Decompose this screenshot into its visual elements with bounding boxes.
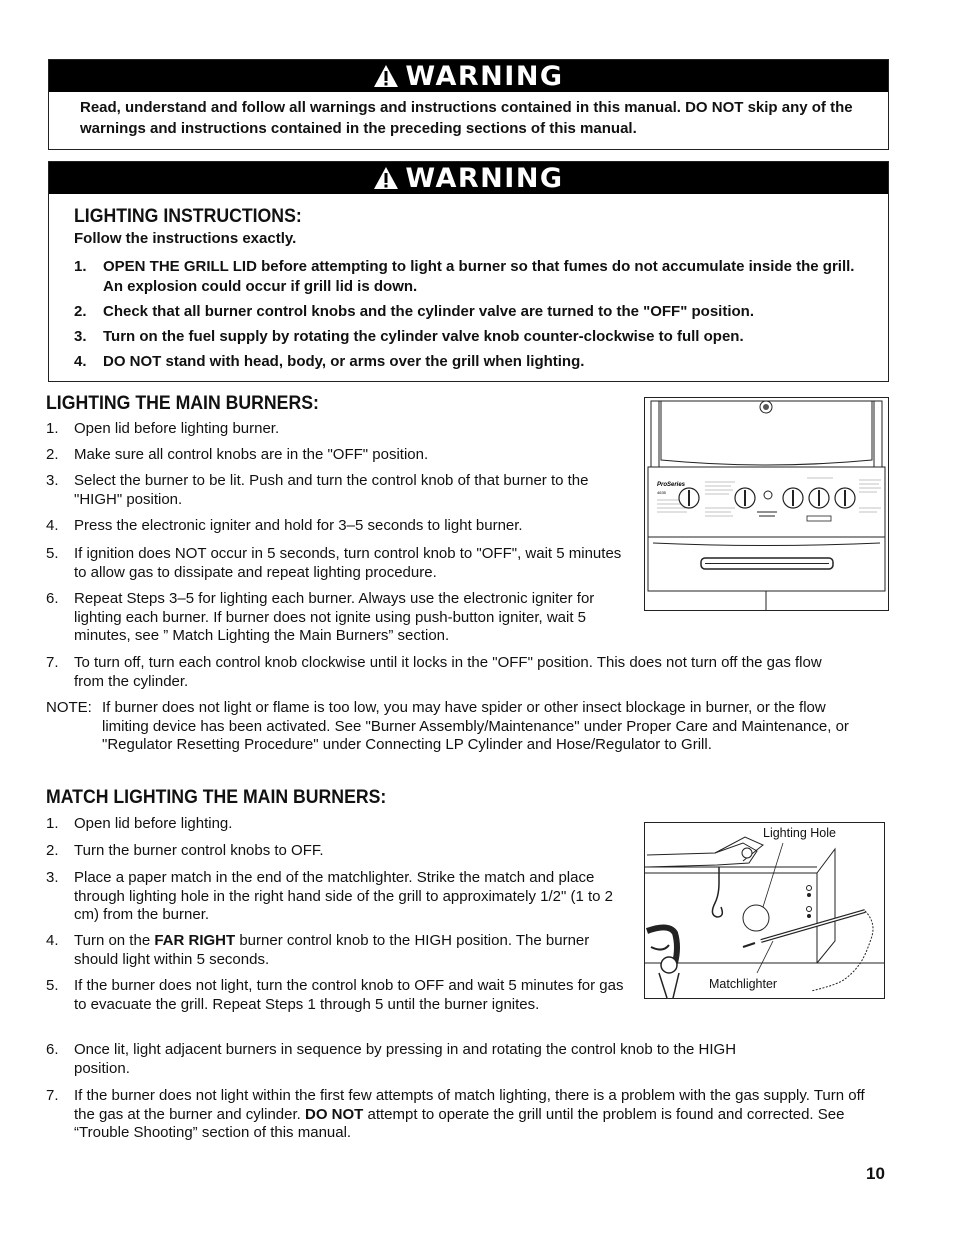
warning-box-1 xyxy=(48,59,889,150)
lighting-instructions-heading: LIGHTING INSTRUCTIONS: xyxy=(74,206,302,227)
grill-front-figure xyxy=(644,397,889,611)
main-burners-heading: LIGHTING THE MAIN BURNERS: xyxy=(46,393,319,414)
lighting-hole-label: Lighting Hole xyxy=(763,826,836,840)
igniter-button-icon xyxy=(764,491,772,499)
warning-banner xyxy=(49,60,888,92)
page-number: 10 xyxy=(866,1164,885,1183)
warning-triangle-icon xyxy=(373,166,399,190)
lighting-instructions-subheading: Follow the instructions exactly. xyxy=(74,230,297,247)
warning-word: WARNING xyxy=(405,60,564,92)
note-text: If burner does not light or flame is too low, you may have spider or other insect blockage in burner, or the flow limiting device has been activated. See "Burner Assembly/Maintenance" under Proper Care and Maintenance, or "Regulator Resetting Procedure" under Connecting LP Cylinder and Hose/Regulator to Grill. xyxy=(102,699,849,753)
match-lighting-heading: MATCH LIGHTING THE MAIN BURNERS: xyxy=(46,787,387,808)
note-label: NOTE: xyxy=(46,699,92,716)
warning-text: Read, understand and follow all warnings and instructions contained in this manual. DO NOT skip any of the warnings and instructions contained in the preceding sections of this manual. xyxy=(80,99,853,137)
model-text: 4635 xyxy=(657,490,666,495)
warning-word: WARNING xyxy=(405,162,564,194)
lighting-hole-icon xyxy=(743,905,769,931)
grill-drawing xyxy=(645,398,888,610)
warning-banner xyxy=(49,162,888,194)
matchlighter-label: Matchlighter xyxy=(709,977,778,991)
brand-text: ProSeries xyxy=(657,482,686,488)
warning-triangle-icon xyxy=(373,64,399,88)
match-lighting-figure xyxy=(644,822,885,999)
matchlighter-drawing xyxy=(645,823,884,998)
